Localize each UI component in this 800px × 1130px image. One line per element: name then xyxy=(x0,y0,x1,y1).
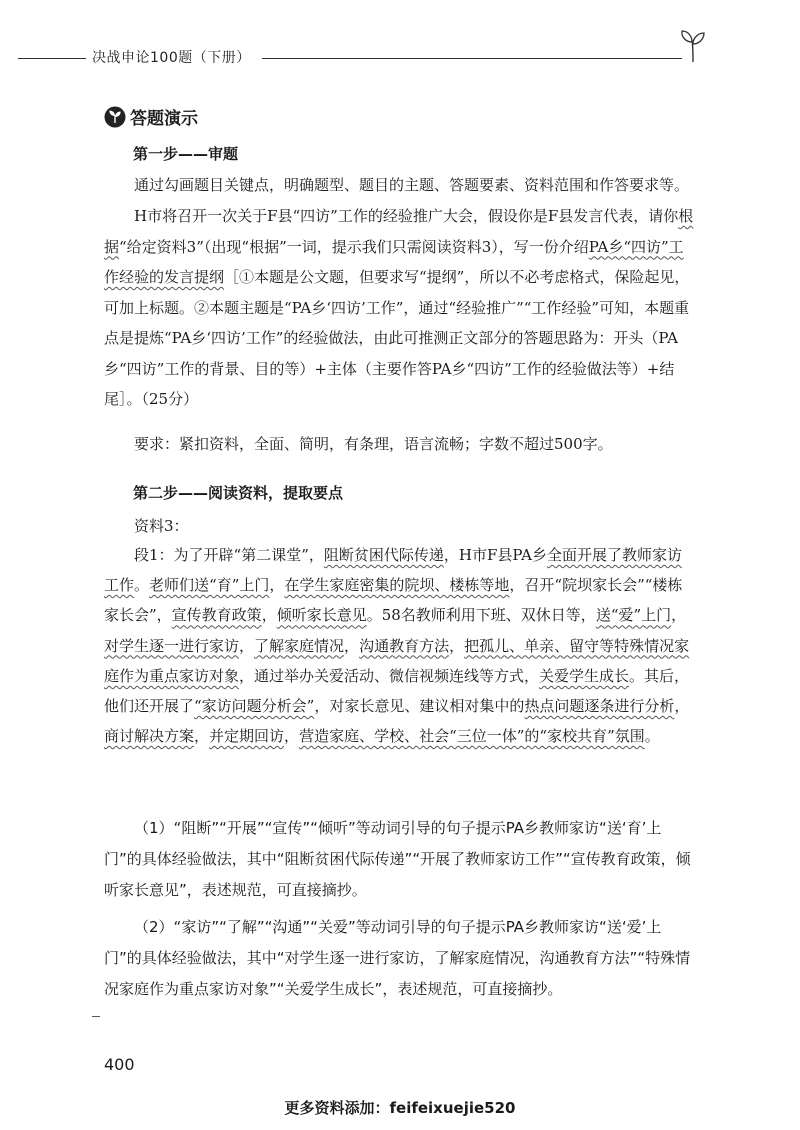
question-keyword: PA乡“四访”工作经验的发言提纲 xyxy=(104,237,684,286)
segment-key-phrase: 沟通教育方法 xyxy=(359,636,450,655)
segment-text: ，H市F县PA乡 xyxy=(443,546,547,564)
analysis-point-2: （2）“家访”“了解”“沟通”“关爱”等动词引导的句子提示PA乡教师家访“送‘爱’上门”的具体经验做法，其中“对学生逐一进行家访，了解家庭情况，沟通教育方法”“特殊情况家庭作为重点家访对象”“关爱学生成长”，表述规范，可直接摘抄。 xyxy=(104,918,691,998)
segment-key-phrase: 把孤儿、单亲、留守等特殊情况家庭作为重点家访对象 xyxy=(104,636,690,685)
segment-key-phrase: 营造家庭、学校、社会“三位一体”的“家校共育”氛围 xyxy=(299,727,645,746)
segment-key-phrase: 倾听家长意见 xyxy=(276,606,367,625)
segment-text: ， xyxy=(194,727,210,746)
requirement-text: 要求：紧扣资料，全面、简明，有条理，语言流畅；字数不超过500字。 xyxy=(134,435,613,453)
segment-key-phrase: 全面开展了教师家访工作 xyxy=(104,546,682,595)
question-keyword: 根据 xyxy=(104,207,694,256)
header-rule-left xyxy=(18,58,86,59)
question-part: “给定资料3”（出现“根据”一词，提示我们只需阅读资料3），写一份介绍 xyxy=(119,237,589,256)
segment-text: 。 xyxy=(644,727,660,746)
question-part: H市将召开一次关于F县“四访”工作的经验推广大会，假设你是F县发言代表，请你 xyxy=(134,207,679,225)
sprout-icon xyxy=(676,28,710,64)
segment-key-phrase: 宣传教育政策 xyxy=(171,606,262,625)
segment-text: 段1：为了开辟“第二课堂”， xyxy=(134,546,324,564)
segment-text: ，对家长意见、建议相对集中的 xyxy=(314,697,525,716)
segment-key-phrase: 在学生家庭密集的院坝、楼栋等地 xyxy=(284,576,510,595)
segment-text: ， xyxy=(261,606,277,625)
footer-promo: 更多资料添加：feifeixuejie520 xyxy=(284,1099,516,1117)
segment-key-phrase: 并定期回访 xyxy=(209,727,285,746)
material-segment xyxy=(104,540,696,751)
segment-text: ，召开“院坝家长会”“楼栋家长会”， xyxy=(104,576,683,625)
material-label: 资料3： xyxy=(134,517,189,535)
step1-intro: 通过勾画题目关键点，明确题型、题目的主题、答题要素、资料范围和作答要求等。 xyxy=(134,176,690,194)
leaf-badge-icon xyxy=(104,106,126,128)
segment-text: ， xyxy=(671,606,687,625)
segment-key-phrase: “家访问题分析会” xyxy=(194,697,315,716)
segment-text: 。其后，他们还开展了 xyxy=(104,666,690,716)
segment-text: ， xyxy=(344,636,360,655)
segment-key-phrase: 热点问题逐条进行分析 xyxy=(524,697,675,716)
segment-text: ， xyxy=(269,576,285,595)
step1-title: 第一步——审题 xyxy=(133,145,239,163)
segment-key-phrase: 对学生逐一进行家访 xyxy=(104,636,240,655)
section-title-text: 答题演示 xyxy=(130,109,198,129)
analysis-point-1: （1）“阻断”“开展”“宣传”“倾听”等动词引导的句子提示PA乡教师家访“送‘育’上门”的具体经验做法，其中“阻断贫困代际传递”“开展了教师家访工作”“宣传教育政策，倾听家长意见”，表述规范，可直接摘抄。 xyxy=(104,819,691,899)
segment-text: ，通过举办关爱活动、微信视频连线等方式， xyxy=(239,666,540,685)
segment-text: ， xyxy=(239,636,255,655)
segment-text: 。58名教师利用下班、双休日等， xyxy=(366,606,596,625)
segment-key-phrase: 了解家庭情况 xyxy=(254,636,345,655)
section-title xyxy=(104,104,198,129)
segment-key-phrase: 送“爱”上门 xyxy=(595,606,672,625)
segment-key-phrase: 商讨解决方案 xyxy=(104,727,195,746)
question-note: ［①本题是公文题，但要求写“提纲”，所以不必考虑格式，保险起见，可加上标题。②本题主题是“PA乡‘四访’工作”，通过“经验推广”“工作经验”可知，本题重点是提炼“PA乡‘四访’工作”的经验做法，由此可推测正文部分的答题思路为：开头（PA乡“四访”工作的背景、目的等）+主体（主要作答PA乡“四访”工作的经验做法等）+结尾］。（25分） xyxy=(104,268,690,408)
margin-mark xyxy=(92,1016,100,1017)
running-header: 决战申论100题（下册） xyxy=(92,50,251,66)
segment-key-phrase: 老师们送“育”上门 xyxy=(149,576,270,595)
segment-text: ， xyxy=(449,636,465,655)
page-number: 400 xyxy=(104,1055,135,1074)
segment-key-phrase: 关爱学生成长 xyxy=(539,666,630,685)
step2-title: 第二步——阅读资料，提取要点 xyxy=(133,484,344,502)
header-rule-right xyxy=(262,58,682,59)
segment-text: ， xyxy=(284,727,300,746)
segment-text: ， xyxy=(674,697,690,716)
segment-text: 。 xyxy=(134,576,150,595)
segment-key-phrase: 阻断贫困代际传递 xyxy=(323,546,444,564)
question-text xyxy=(104,201,696,415)
